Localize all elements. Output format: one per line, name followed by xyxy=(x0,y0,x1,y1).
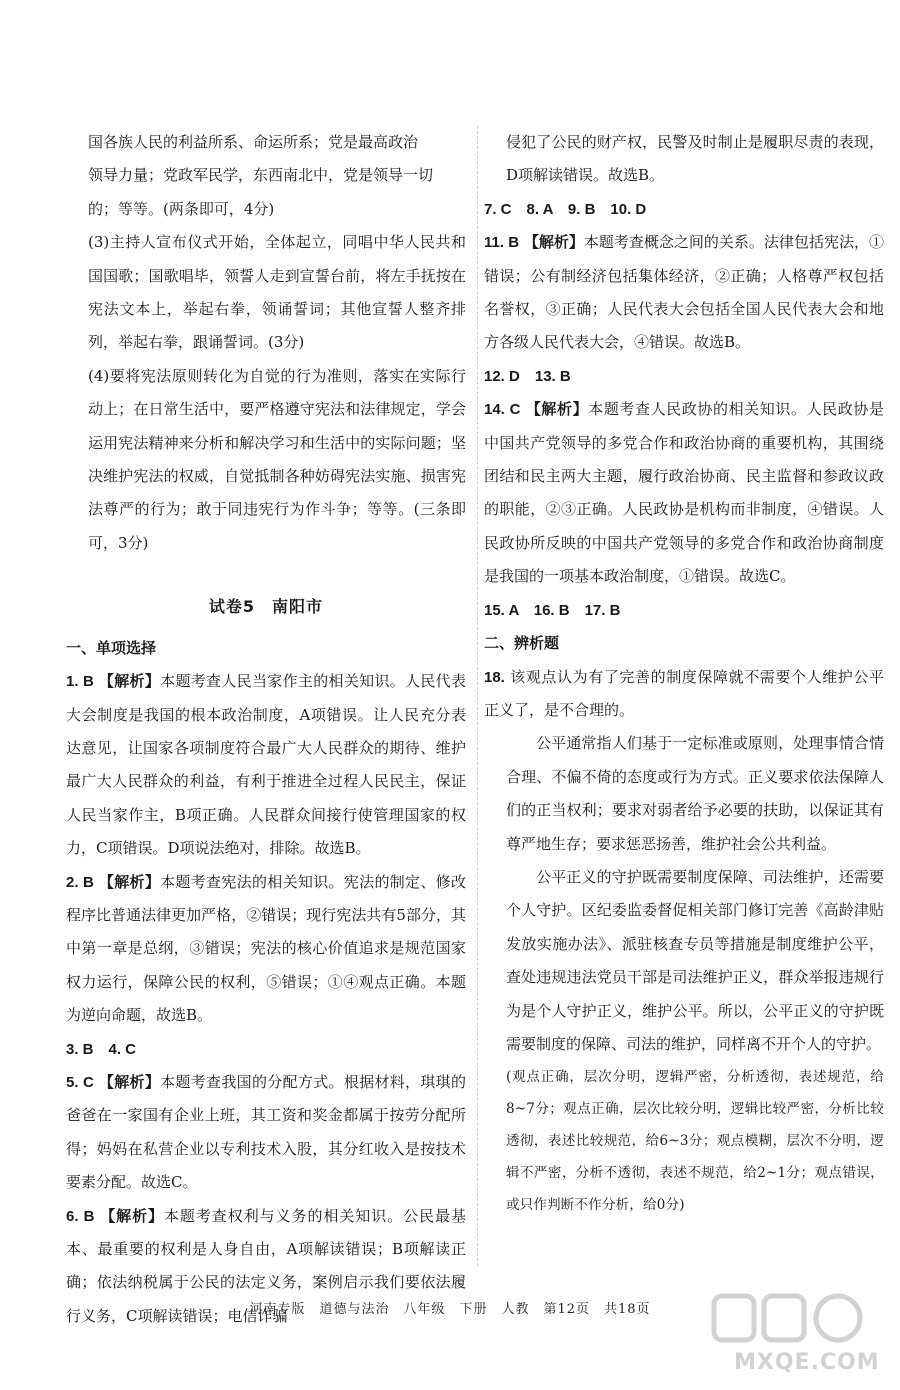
section-heading: 二、辨析题 xyxy=(484,634,560,653)
question-14 xyxy=(484,393,884,593)
question-2 xyxy=(66,866,466,1033)
question-text: 本题考查宪法的相关知识。宪法的制定、修改程序比普通法律更加严格，②错误；现行宪法共有5部分，其中第一章是总纲，③错误；宪法的核心价值追求是规范国家权力运行，保障公民的权利，⑤错误；①④观点正确。本题为逆向命题，故选B。 xyxy=(66,872,466,1025)
watermark-logo xyxy=(706,1290,882,1382)
question-number: 18. xyxy=(484,668,505,686)
question-1 xyxy=(66,665,466,865)
question-text: 本题考查权利与义务的相关知识。公民最基本、最重要的权利是人身自由，A项解读错误；B项解读正确；依法纳税属于公民的法定义务，案例启示我们要依法履行义务，C项解读错误；电信诈骗 xyxy=(66,1206,466,1325)
answer-line: 国各族人民的利益所系、命运所系；党是最高政治 xyxy=(88,133,419,151)
continued-text: 侵犯了公民的财产权，民警及时制止是履职尽责的表现，D项解读错误。故选B。 xyxy=(506,133,884,185)
analysis-tag: 【解析】 xyxy=(98,1072,161,1091)
answers-3-4: 3. B 4. C xyxy=(66,1040,137,1058)
question-number: 14. C xyxy=(484,401,521,419)
analysis-tag: 【解析】 xyxy=(98,672,161,691)
question-5 xyxy=(66,1066,466,1200)
answer-line: 领导力量；党政军民学，东西南北中，党是领导一切 xyxy=(88,166,434,185)
page-footer: 河南专版 道德与法治 八年级 下册 人教 第12页 共18页 xyxy=(249,1302,651,1317)
answers-15-17: 15. A 16. B 17. B xyxy=(484,601,621,619)
watermark-icon xyxy=(706,1290,882,1350)
answer-part-3: (3)主持人宣布仪式开始，全体起立，同唱中华人民共和国国歌；国歌唱毕，领誓人走到宣誓台前，将左手抚按在宪法文本上，举起右拳，领诵誓词；其他宣誓人整齐排列，举起右拳，跟诵誓词。(3分) xyxy=(88,233,466,352)
analysis-tag: 【解析】 xyxy=(98,872,161,891)
answer-paragraph: 公平正义的守护既需要制度保障、司法维护，还需要个人守护。区纪委监委督促相关部门修订完善《高龄津贴发放实施办法》、派驻核查专员等措施是制度维护公平，查处违规违法党员干部是司法维护正义，群众举报违规行为是个人守护正义，维护公平。所以，公平正义的守护既需要制度的保障、司法的维护，同样离不开个人的守护。 xyxy=(506,867,884,1053)
scoring-note: (观点正确，层次分明，逻辑严密，分析透彻，表述规范，给8~7分；观点正确，层次比较分明，逻辑比较严密，分析比较透彻，表述比较规范，给6~3分；观点模糊，层次不分明，逻辑不严密，分析不透彻，表述不规范，给2~1分；观点错误，或只作判断不作分析，给0分) xyxy=(506,1069,884,1214)
answer-part-4: (4)要将宪法原则转化为自觉的行为准则，落实在实际行动上；在日常生活中，要严格遵守宪法和法律规定，学会运用宪法精神来分析和解决学习和生活中的实际问题；坚决维护宪法的权威，自觉抵制各种妨碍宪法实施、损害宪法尊严的行为；敢于同违宪行为作斗争；等等。(三条即可，3分) xyxy=(88,366,466,552)
question-number: 6. B xyxy=(66,1207,95,1225)
answer-line: 的；等等。(两条即可，4分) xyxy=(88,199,275,218)
question-text: 该观点认为有了完善的制度保障就不需要个人维护公平正义了，是不合理的。 xyxy=(484,667,884,719)
right-column xyxy=(484,126,884,1221)
question-text: 本题考查概念之间的关系。法律包括宪法，①错误；公有制经济包括集体经济，②正确；人格尊严权包括名誉权，③正确；人民代表大会包括全国人民代表大会和地方各级人民代表大会，④错误。故选B。 xyxy=(484,233,884,352)
question-number: 1. B xyxy=(66,673,94,691)
section-heading: 一、单项选择 xyxy=(66,638,157,657)
watermark-text: MXQE.COM xyxy=(734,1350,880,1375)
test-title: 试卷5 南阳市 xyxy=(208,597,324,617)
question-text: 本题考查人民政协的相关知识。人民政协是中国共产党领导的多党合作和政治协商的重要机构，其围绕团结和民主两大主题，履行政治协商、民主监督和参政议政的职能，②③正确。人民政协是机构而非制度，④错误。人民政协所反映的中国共产党领导的多党合作和政治协商制度是我国的一项基本政治制度，①错误。故选C。 xyxy=(484,400,884,586)
question-number: 5. C xyxy=(66,1073,94,1091)
answer-paragraph: 公平通常指人们基于一定标准或原则，处理事情合情合理、不偏不倚的态度或行为方式。正义要求依法保障人们的正当权利；要求对弱者给予必要的扶助，以保证其有尊严地生存；要求惩恶扬善，维护社会公共利益。 xyxy=(506,734,884,853)
question-text: 本题考查人民当家作主的相关知识。人民代表大会制度是我国的根本政治制度，A项错误。让人民充分表达意见，让国家各项制度符合最广大人民群众的期待、维护最广大人民群众的利益，有利于推进全过程人民民主，保证人民当家作主，B项正确。人民群众间接行使管理国家的权力，C项错误。D项说法绝对，排除。故选B。 xyxy=(66,672,466,858)
analysis-tag: 【解析】 xyxy=(525,400,589,419)
answers-12-13: 12. D 13. B xyxy=(484,367,571,385)
column-divider xyxy=(477,126,478,1266)
question-number: 2. B xyxy=(66,873,94,891)
analysis-tag: 【解析】 xyxy=(523,233,584,252)
question-text: 本题考查我国的分配方式。根据材料，琪琪的爸爸在一家国有企业上班，其工资和奖金都属于按劳分配所得；妈妈在私营企业以专利技术入股，其分红收入是按技术要素分配。故选C。 xyxy=(66,1072,466,1192)
answers-7-10: 7. C 8. A 9. B 10. D xyxy=(484,200,647,218)
question-number: 11. B xyxy=(484,234,520,252)
question-11 xyxy=(484,226,884,360)
left-column xyxy=(66,126,466,1333)
question-18 xyxy=(484,661,884,728)
analysis-tag: 【解析】 xyxy=(100,1206,164,1225)
